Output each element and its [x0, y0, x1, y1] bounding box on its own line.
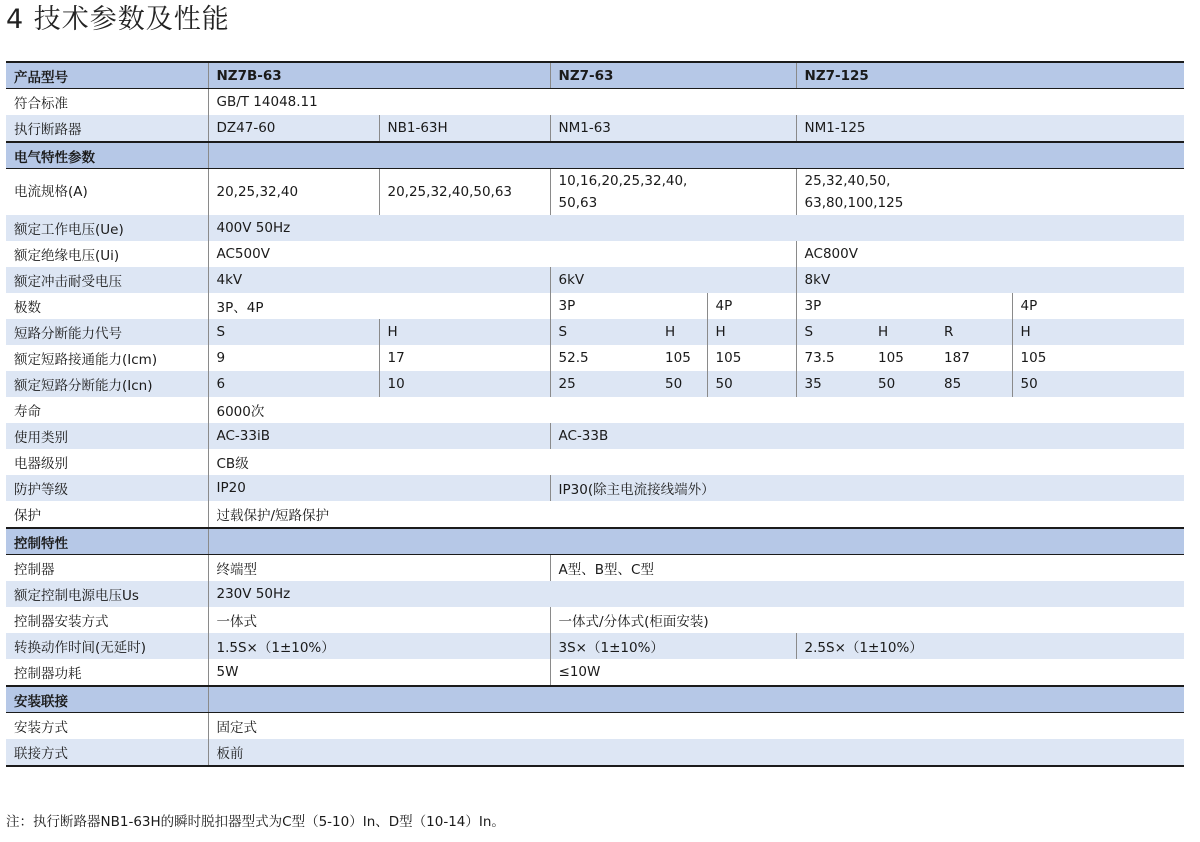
row-label: 控制器: [14, 562, 55, 578]
cell: 6000次: [208, 397, 1184, 423]
row-label: 短路分断能力代号: [6, 319, 208, 345]
cell: S: [550, 319, 657, 345]
cell: 4P: [707, 293, 796, 319]
section-title: 安装联接: [6, 686, 208, 713]
row-label: 执行断路器: [6, 115, 208, 142]
section-title: 控制特性: [6, 528, 208, 555]
row-connect: [6, 739, 1184, 766]
cell: 35: [796, 371, 870, 397]
row-us: [6, 581, 1184, 607]
row-label: 额定短路接通能力(Icm): [14, 352, 158, 368]
cell: 3P、4P: [208, 293, 550, 319]
row-label: 控制器功耗: [14, 666, 82, 682]
row-current: [6, 169, 1184, 216]
row-power: [6, 659, 1184, 686]
cell: 过载保护/短路保护: [208, 501, 1184, 528]
row-label: 额定短路分断能力(Icn): [6, 371, 208, 397]
cell: 400V 50Hz: [208, 215, 1184, 241]
row-icm: [6, 345, 1184, 371]
row-label: 控制器安装方式: [14, 614, 109, 630]
cell: H: [707, 319, 796, 345]
row-standard: [6, 89, 1184, 116]
row-label: 寿命: [14, 404, 41, 420]
cell: NM1-125: [796, 115, 1184, 142]
row-controller: [6, 555, 1184, 582]
cell: 17: [379, 345, 550, 371]
cell: 105: [707, 345, 796, 371]
header-row: [6, 62, 1184, 89]
row-breaker: [6, 115, 1184, 142]
cell: H: [1012, 319, 1184, 345]
cell: 4kV: [208, 267, 550, 293]
spec-table: [6, 61, 1184, 767]
cell: 6kV: [550, 267, 796, 293]
cell: 6: [208, 371, 379, 397]
row-sc-code: [6, 319, 1184, 345]
row-uimp: [6, 267, 1184, 293]
section-install: [6, 686, 1184, 713]
row-poles: [6, 293, 1184, 319]
cell: 固定式: [208, 713, 1184, 740]
row-protection: [6, 501, 1184, 528]
cell: 50: [657, 371, 707, 397]
cell: 25: [550, 371, 657, 397]
cell: 8kV: [796, 267, 1184, 293]
cell: AC-33B: [550, 423, 1184, 449]
row-label: 保护: [14, 508, 41, 524]
cell: GB/T 14048.11: [208, 89, 1184, 116]
cell: AC-33iB: [208, 423, 550, 449]
header-model-nz7-63: NZ7-63: [550, 62, 796, 89]
cell: DZ47-60: [208, 115, 379, 142]
cell: 85: [936, 371, 1012, 397]
row-label: 额定工作电压(Ue): [6, 215, 208, 241]
cell: H: [657, 319, 707, 345]
row-label: 防护等级: [6, 475, 208, 501]
cell: H: [379, 319, 550, 345]
row-switch-time: [6, 633, 1184, 659]
cell: NB1-63H: [379, 115, 550, 142]
cell: 52.5: [550, 345, 657, 371]
row-life: [6, 397, 1184, 423]
row-label: 符合标准: [14, 96, 68, 112]
cell: ≤10W: [550, 659, 1184, 686]
cell: NM1-63: [550, 115, 796, 142]
row-label: 额定冲击耐受电压: [6, 267, 208, 293]
row-label: 电流规格(A): [14, 184, 88, 200]
row-label: 电器级别: [14, 456, 68, 472]
row-label: 使用类别: [6, 423, 208, 449]
row-label: 额定控制电源电压Us: [6, 581, 208, 607]
cell: 25,32,40,50, 63,80,100,125: [796, 169, 1184, 216]
cell: S: [208, 319, 379, 345]
row-label: 联接方式: [6, 739, 208, 766]
row-label: 极数: [14, 300, 41, 316]
row-label: 额定绝缘电压(Ui): [14, 248, 120, 264]
cell: 20,25,32,40,50,63: [379, 169, 550, 216]
cell: 2.5S×（1±10%）: [796, 633, 1184, 659]
cell: 73.5: [796, 345, 870, 371]
cell: IP30(除主电流接线端外）: [550, 475, 1184, 501]
cell: 187: [944, 350, 970, 366]
row-label: 转换动作时间(无延时): [6, 633, 208, 659]
cell: A型、B型、C型: [550, 555, 1184, 582]
cell: 105: [1012, 345, 1184, 371]
cell: 230V 50Hz: [208, 581, 1184, 607]
cell: R: [936, 319, 1012, 345]
cell: 4P: [1012, 293, 1184, 319]
cell: 一体式/分体式(柜面安装): [550, 607, 1184, 633]
row-icn: [6, 371, 1184, 397]
cell: 105: [878, 350, 904, 366]
cell: 3P: [796, 293, 1012, 319]
section-electrical: [6, 142, 1184, 169]
cell: 5W: [208, 659, 550, 686]
cell: 105: [665, 350, 691, 366]
page-title: 4 技术参数及性能: [6, 4, 230, 35]
row-mount: [6, 713, 1184, 740]
header-model-nz7b-63: NZ7B-63: [208, 62, 550, 89]
cell: 50: [1012, 371, 1184, 397]
row-usage: [6, 423, 1184, 449]
row-ip: [6, 475, 1184, 501]
row-ue: [6, 215, 1184, 241]
header-label: 产品型号: [6, 62, 208, 89]
section-control: [6, 528, 1184, 555]
cell: IP20: [208, 475, 550, 501]
row-elec-class: [6, 449, 1184, 475]
cell: S: [796, 319, 870, 345]
cell: CB级: [208, 449, 1184, 475]
footnote: 注：执行断路器NB1-63H的瞬时脱扣器型式为C型（5-10）In、D型（10-14）In。: [6, 814, 505, 830]
cell: AC800V: [796, 241, 1184, 267]
cell: 50: [707, 371, 796, 397]
cell: 1.5S×（1±10%）: [208, 633, 550, 659]
cell: 3P: [550, 293, 707, 319]
section-title: 电气特性参数: [6, 142, 208, 169]
cell: 10: [379, 371, 550, 397]
row-ui: [6, 241, 1184, 267]
cell: AC500V: [208, 241, 796, 267]
cell: 9: [208, 345, 379, 371]
header-model-nz7-125: NZ7-125: [796, 62, 1184, 89]
cell: 10,16,20,25,32,40, 50,63: [550, 169, 796, 216]
cell: 终端型: [208, 555, 550, 582]
row-label: 安装方式: [14, 720, 68, 736]
cell: 一体式: [208, 607, 550, 633]
cell: 50: [870, 371, 936, 397]
cell: 3S×（1±10%）: [550, 633, 796, 659]
row-install-ctrl: [6, 607, 1184, 633]
cell: 板前: [208, 739, 1184, 766]
cell: 20,25,32,40: [208, 169, 379, 216]
cell: H: [870, 319, 936, 345]
